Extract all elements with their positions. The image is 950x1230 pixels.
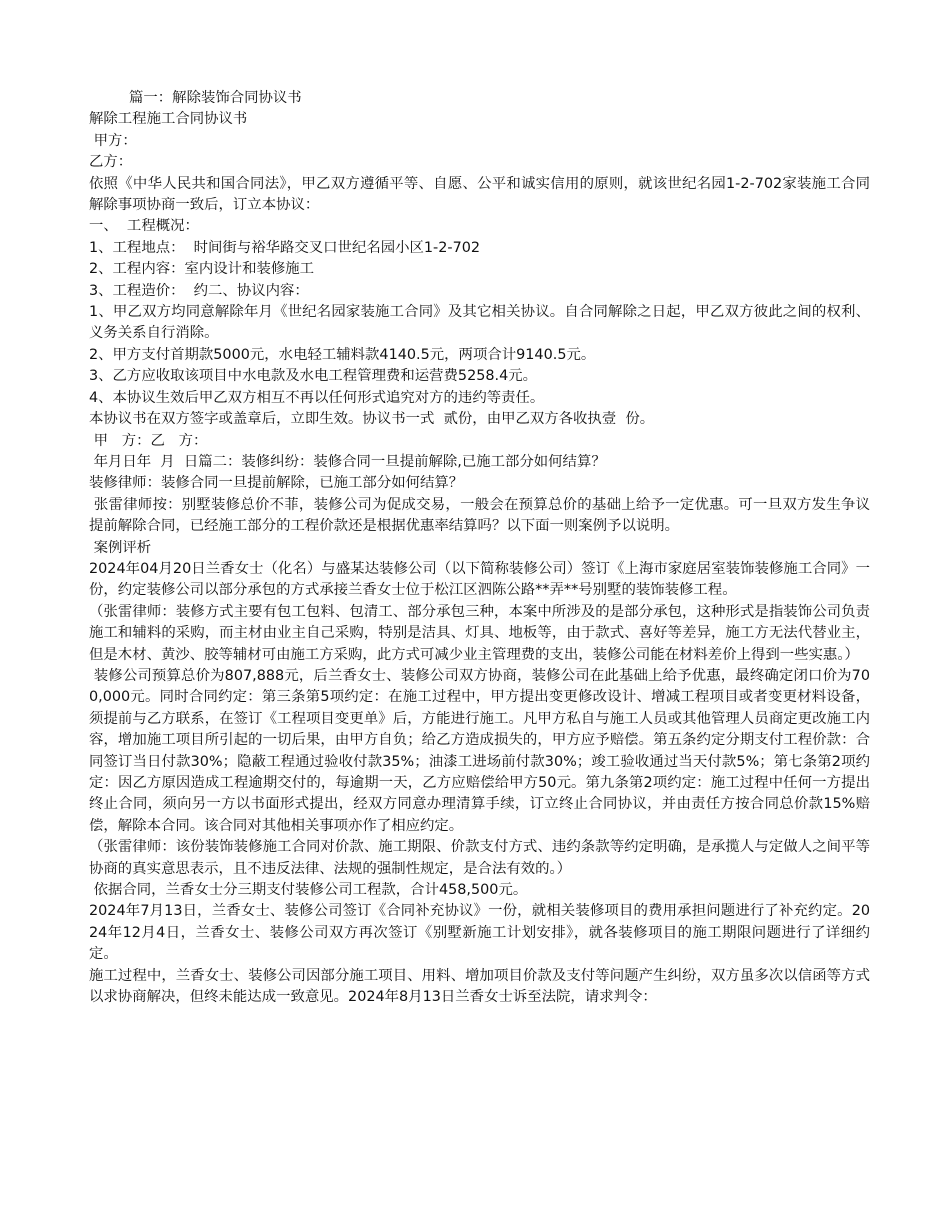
agreement-clause-2: 2、甲方支付首期款5000元，水电轻工辅料款4140.5元，两项合计9140.5元。 (89, 346, 596, 363)
agreement-clause-4: 4、本协议生效后甲乙双方相互不再以任何形式追究对方的违约等责任。 (89, 389, 545, 406)
agreement-title: 解除工程施工合同协议书 (89, 111, 248, 128)
case-review-heading: 案例评析 (89, 539, 152, 556)
dispute-paragraph: 施工过程中，兰香女士、装修公司因部分施工项目、用料、增加项目价款及支付等问题产生纠纷，双方虽多次以信函等方式以求协商解决，但终未能达成一致意见。2024年8月13日兰香女士诉至法院，请求判令： (89, 967, 870, 1006)
date-line: 年月日年 月 日篇二：装修纠纷：装修合同一旦提前解除,已施工部分如何结算？ (89, 453, 606, 470)
lawyer-note: （张雷律师：装修方式主要有包工包料、包清工、部分承包三种，本案中所涉及的是部分承包，这种形式是指装饰公司负责施工和辅料的采购，而主材由业主自己采购，特别是洁具、灯具、地板等，由于款式、喜好等差异，施工方无法代替业主，但是木材、黄沙、胶等辅材可由施工方采购，此方式可减少业主管理费的支出，装修公司能在材料差价上得到一些实惠。） (89, 603, 870, 663)
lawyer-question: 装修律师：装修合同一旦提前解除，已施工部分如何结算？ (89, 475, 464, 492)
supplement-paragraph: 2024年7月13日，兰香女士、装修公司签订《合同补充协议》一份，就相关装修项目的费用承担问题进行了补充约定。2024年12月4日，兰香女士、装修公司双方再次签订《别墅新施工计划安排》，就各装修项目的施工期限问题进行了详细约定。 (89, 903, 870, 963)
party-b-line: 乙方： (89, 154, 133, 171)
project-location: 1、工程地点： 时间街与裕华路交叉口世纪名园小区1-2-702 (89, 239, 481, 256)
lawyer-intro: 张雷律师按：别墅装修总价不菲，装修公司为促成交易，一般会在预算总价的基础上给予一定优惠。可一旦双方发生争议提前解除合同，已经施工部分的工程价款还是根据优惠率结算吗？以下面一则案例予以说明。 (89, 496, 870, 535)
case-paragraph: 2024年04月20日兰香女士（化名）与盛某达装修公司（以下简称装修公司）签订《上海市家庭居室装饰装修施工合同》一份，约定装修公司以部分承包的方式承接兰香女士位于松江区泗陈公路**弄**号别墅的装饰装修工程。 (89, 560, 870, 599)
agreement-clause-1: 1、甲乙双方均同意解除年月《世纪名园家装施工合同》及其它相关协议。自合同解除之日起，甲乙双方彼此之间的权利、义务关系自行消除。 (89, 304, 870, 342)
section-heading: 一、 工程概况： (89, 218, 199, 235)
lawyer-note: （张雷律师：该份装饰装修施工合同对价款、施工期限、价款支付方式、违约条款等约定明确，是承揽人与定做人之间平等协商的真实意思表示，且不违反法律、法规的强制性规定，是合法有效的。） (89, 839, 870, 877)
effectiveness-paragraph: 本协议书在双方签字或盖章后，立即生效。协议书一式 贰份，由甲乙双方各收执壹 份。 (89, 411, 655, 428)
project-content: 2、工程内容：室内设计和装修施工 (89, 261, 315, 278)
agreement-clause-3: 3、乙方应收取该项目中水电款及水电工程管理费和运营费5258.4元。 (89, 368, 538, 385)
payment-paragraph: 依据合同，兰香女士分三期支付装修公司工程款，合计458,500元。 (89, 882, 528, 899)
project-cost: 3、工程造价： 约二、协议内容： (89, 282, 309, 299)
party-a-line: 甲方： (89, 132, 137, 149)
contract-terms-paragraph: 装修公司预算总价为807,888元，后兰香女士、装修公司双方协商，装修公司在此基础上给予优惠，最终确定闭口价为700,000元。同时合同约定：第三条第5项约定：在施工过程中，甲方提出变更修改设计、增减工程项目或者变更材料设备，须提前与乙方联系，在签订《工程项目变更单》后，方能进行施工。凡甲方私自与施工人员或其他管理人员商定更改施工内容，增加施工项目所引起的一切后果，由甲方自负；给乙方造成损失的，甲方应予赔偿。第五条约定分期支付工程价款：合同签订当日付款30%；隐蔽工程通过验收付款35%；油漆工进场前付款30%；竣工验收通过当天付款5%；第七条第2项约定：因乙方原因造成工程逾期交付的，每逾期一天，乙方应赔偿给甲方50元。第九条第2项约定：施工过程中任何一方提出终止合同，须向另一方以书面形式提出，经双方同意办理清算手续，订立终止合同协议，并由责任方按合同总价款15%赔偿，解除本合同。该合同对其他相关事项亦作了相应约定。 (89, 667, 870, 834)
document-title: 篇一：解除装饰合同协议书 (129, 90, 302, 106)
signature-line: 甲 方：乙 方： (89, 432, 208, 449)
preamble-paragraph: 依照《中华人民共和国合同法》，甲乙双方遵循平等、自愿、公平和诚实信用的原则，就该世纪名园1-2-702家装施工合同解除事项协商一致后，订立本协议： (89, 175, 870, 214)
